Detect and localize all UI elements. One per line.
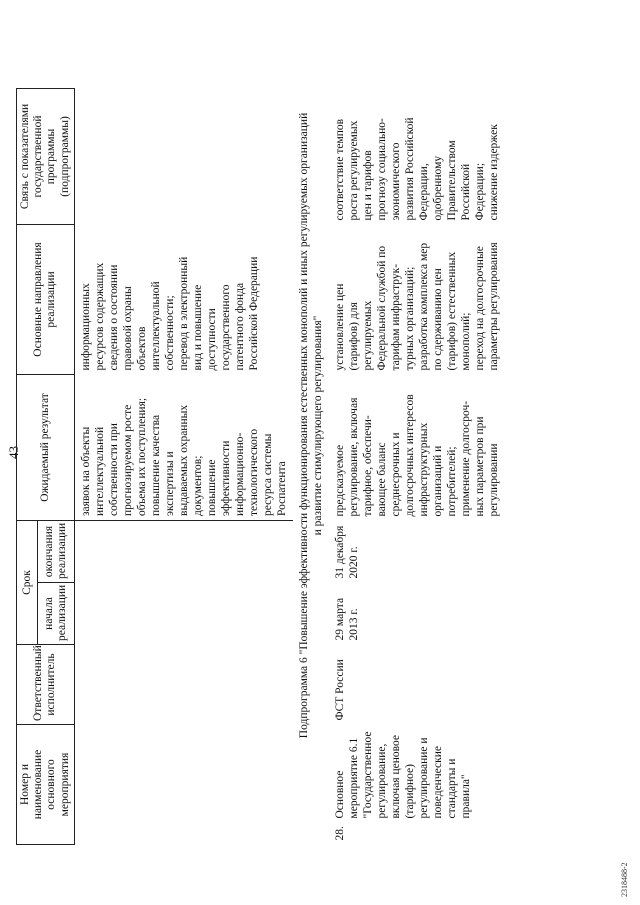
continued-result: заявок на объекты интеллектуальной собственности при прогнозируемом росте объема их поступления; повышение качества экспертизы и выдаваемых охранных документов; повышение эффективности информационно- технологического ресурса системы Роспатента bbox=[74, 374, 293, 520]
page-number: 43 bbox=[6, 446, 21, 459]
row-name: Основное мероприятие 6.1 "Государственное регулирование, включая ценовое (тарифное) регулирование и поведенческие стандарты и правила" bbox=[334, 731, 473, 819]
row-start: 29 марта 2013 г. bbox=[334, 597, 361, 641]
subprogram-title: Подпрограмма 6 "Повышение эффективности функционирования естественных монополий и иных регулируемых организаций и развитие стимулирующего регулирования" bbox=[298, 112, 325, 739]
document-code: 2318488-2 bbox=[620, 862, 629, 897]
header-link: Связь с показателями государственной программы (подпрограммы) bbox=[17, 88, 75, 224]
header-end: окончания реализации bbox=[38, 520, 75, 582]
row-link: соответствие темпов роста регулируемых цен и тарифов прогнозу социально- экономического развития Российской Федерации, одобренному Правительством Российской Федерации; снижение издержек bbox=[334, 117, 501, 221]
table-row bbox=[329, 6, 505, 844]
header-directions: Основные направления реализации bbox=[17, 224, 75, 374]
header-number-name: Номер и наименование основного мероприятия bbox=[17, 725, 75, 845]
header-executor: Ответственный исполнитель bbox=[17, 645, 75, 725]
continued-directions: информационных ресурсов содержащих сведения о состоянии правовой охраны объектов интеллектуальной собственности; перевод в электронный вид и повышение доступности государственного патентного фонда Российской Федерации bbox=[79, 256, 261, 371]
row-end: 31 декабря 2020 г. bbox=[334, 525, 361, 579]
row-directions: установление цен (тарифов) для регулируемых Федеральной службой по тарифам инфраструк- турных организаций; разработка комплекса мер по сдерживанию цен (тарифов) естественных монополий; переход на долгосрочные параметры регулирования bbox=[334, 242, 501, 371]
header-result: Ожидаемый результат bbox=[17, 374, 75, 520]
row-result: предсказуемое регулирование, включая тарифное, обеспечи- вающее баланс среднесрочных и долгосрочных интересов инфраструктурных организаций и потребителей; применение долгосроч- ных параметров при регулировании bbox=[334, 394, 501, 517]
row-executor: ФСТ России bbox=[334, 659, 347, 721]
row-number: 28. bbox=[334, 826, 347, 841]
header-term: Срок bbox=[17, 520, 38, 644]
subprogram-title-row bbox=[293, 6, 329, 844]
header-start: начала реализации bbox=[38, 583, 75, 645]
table-row-continued bbox=[74, 6, 293, 844]
program-table bbox=[16, 6, 505, 845]
